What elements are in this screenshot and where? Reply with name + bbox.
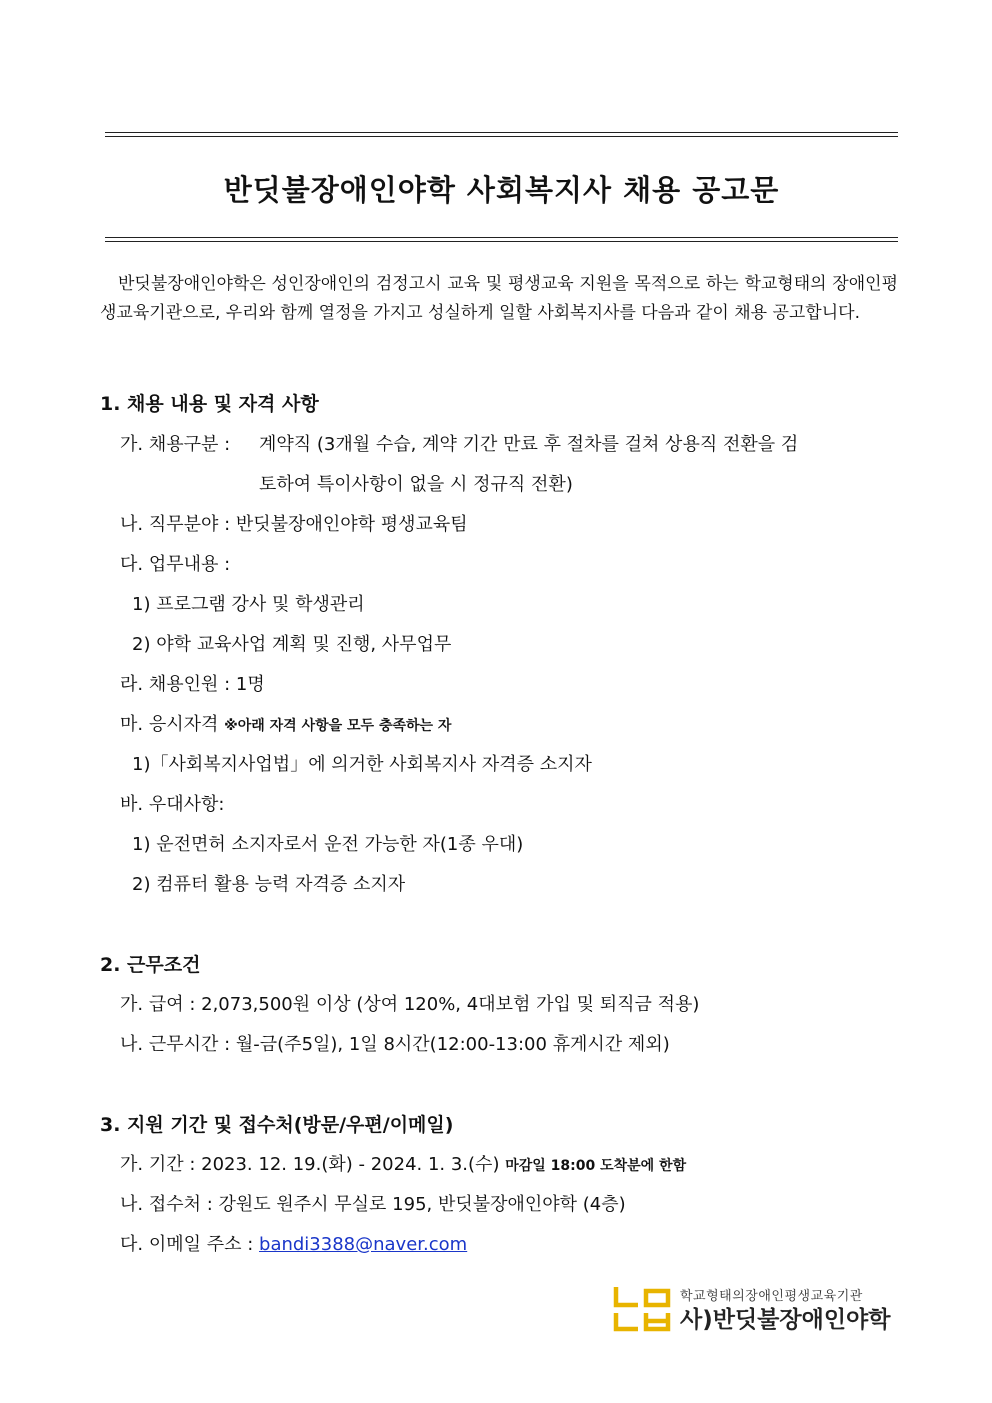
section1-ma bbox=[120, 710, 451, 736]
section1-ba-1: 1) 운전면허 소지자로서 운전 가능한 자(1종 우대) bbox=[132, 834, 524, 855]
section1-na: 나. 직무분야 : 반딧불장애인야학 평생교육팀 bbox=[120, 514, 468, 535]
top-rule-1 bbox=[105, 132, 898, 133]
section3-heading: 3. 지원 기간 및 접수처(방문/우편/이메일) bbox=[100, 1114, 454, 1136]
email-link[interactable]: bandi3388@naver.com bbox=[259, 1234, 468, 1255]
title-rule-1 bbox=[105, 237, 898, 238]
top-rule-2 bbox=[105, 136, 898, 137]
section1-heading: 1. 채용 내용 및 자격 사항 bbox=[100, 393, 319, 415]
section3-na: 나. 접수처 : 강원도 원주시 무실로 195, 반딧불장애인야학 (4층) bbox=[120, 1194, 626, 1215]
section1-ba: 바. 우대사항: bbox=[120, 794, 225, 815]
section3-da bbox=[120, 1230, 467, 1256]
title-rule-2 bbox=[105, 241, 898, 242]
logo-mark-icon bbox=[612, 1285, 672, 1333]
section1-ba-2: 2) 컴퓨터 활용 능력 자격증 소지자 bbox=[132, 874, 406, 895]
section1-da: 다. 업무내용 : bbox=[120, 554, 231, 575]
intro-text: 반딧불장애인야학은 성인장애인의 검정고시 교육 및 평생교육 지원을 목적으로 하는 학교형태의 장애인평생교육기관으로, 우리와 함께 열정을 가지고 성실하게 일할 사회복지사를 다음과 같이 채용 공고합니다. bbox=[100, 274, 898, 323]
section1-ma-note: ※아래 자격 사항을 모두 충족하는 자 bbox=[224, 718, 452, 734]
section1-ma-label: 마. 응시자격 bbox=[120, 714, 219, 735]
section1-da-2: 2) 야학 교육사업 계획 및 진행, 사무업무 bbox=[132, 634, 452, 655]
section3-da-label: 다. 이메일 주소 : bbox=[120, 1234, 254, 1255]
section3-ga-text: 가. 기간 : 2023. 12. 19.(화) - 2024. 1. 3.(수) bbox=[120, 1154, 500, 1175]
section2-ga: 가. 급여 : 2,073,500원 이상 (상여 120%, 4대보험 가입 및 퇴직금 적용) bbox=[120, 994, 700, 1015]
section3-ga-note: 마감일 18:00 도착분에 한함 bbox=[505, 1158, 687, 1174]
logo-name: 사)반딧불장애인야학 bbox=[680, 1307, 891, 1333]
section1-ga-label: 가. 채용구분 : bbox=[120, 434, 231, 455]
section3-ga bbox=[120, 1150, 686, 1176]
section1-ga-value-2: 토하여 특이사항이 없을 시 정규직 전환) bbox=[259, 474, 573, 495]
section1-da-1: 1) 프로그램 강사 및 학생관리 bbox=[132, 594, 365, 615]
section2-na: 나. 근무시간 : 월-금(주5일), 1일 8시간(12:00-13:00 휴게시간 제외) bbox=[120, 1034, 670, 1055]
logo-subtitle: 학교형태의장애인평생교육기관 bbox=[680, 1289, 863, 1304]
organization-logo bbox=[612, 1285, 902, 1335]
section2-heading: 2. 근무조건 bbox=[100, 954, 201, 976]
intro-paragraph bbox=[100, 270, 898, 328]
page-title: 반딧불장애인야학 사회복지사 채용 공고문 bbox=[223, 173, 780, 207]
section1-ra: 라. 채용인원 : 1명 bbox=[120, 674, 265, 695]
section1-ga-value-1: 계약직 (3개월 수습, 계약 기간 만료 후 절차를 걸쳐 상용직 전환을 검 bbox=[259, 434, 799, 455]
section1-ma-1: 1)「사회복지사업법」에 의거한 사회복지사 자격증 소지자 bbox=[132, 754, 592, 775]
